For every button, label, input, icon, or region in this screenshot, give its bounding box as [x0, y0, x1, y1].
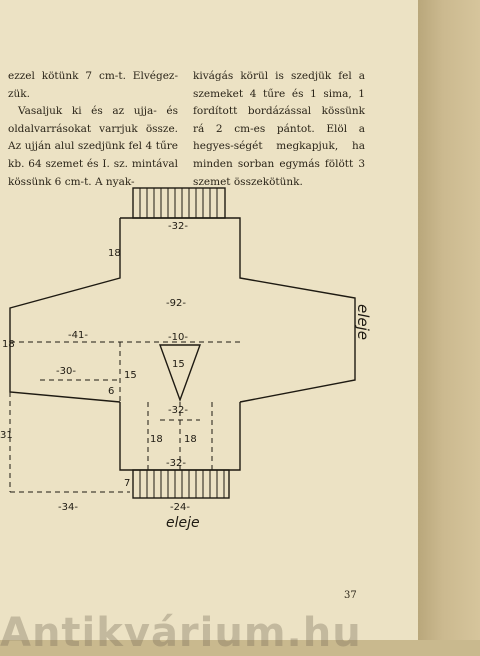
text-column-left [8, 68, 178, 191]
label-sleeve-lower: -30- [56, 366, 76, 377]
label-center-width: -32- [168, 405, 188, 416]
measurement-labels [0, 221, 197, 513]
label-body-15: 15 [124, 370, 137, 381]
text-column-right [193, 68, 365, 191]
page-number: 37 [344, 590, 357, 601]
label-hem-34: -34- [58, 502, 78, 513]
label-bottom-width: -32- [166, 458, 186, 469]
label-left-edge: 18 [2, 339, 15, 350]
label-neck-width: -10- [168, 332, 188, 343]
label-cuff-7: 7 [124, 478, 131, 489]
label-collar-height: 18 [108, 248, 121, 259]
label-top-width: -32- [168, 221, 188, 232]
label-neck-depth: 15 [172, 359, 185, 370]
page-edge [418, 0, 480, 640]
label-body-6: 6 [108, 386, 115, 397]
paragraph: ezzel kötünk 7 cm-t. Elvégez-zük. [8, 70, 178, 100]
watermark: Antikvárium.hu [0, 610, 362, 656]
knitting-pattern-diagram [0, 180, 418, 531]
paragraph: kivágás körül is szedjük fel a szemeket 4 tűre és 1 sima, 1 fordított bordázással kössünk rá 2 cm-es pántot. Elöl a hegyes-ségét megkapjuk, ha minden sorban egymás fölött 3 szemet összekötünk. [193, 70, 365, 188]
label-cuff-24: -24- [170, 502, 190, 513]
paragraph: Vasaljuk ki és az ujja- és oldalvarrásokat varrjuk össze. Az ujján alul szedjünk fel 4 tűre kb. 64 szemet és I. sz. mintával kössünk 6 cm-t. A nyak- [8, 105, 178, 188]
front-label-bottom: eleje [166, 515, 200, 531]
label-inner-left: 18 [150, 434, 163, 445]
front-label-right: eleje [354, 304, 372, 341]
label-sleeve-upper: -41- [68, 330, 88, 341]
label-full-width: -92- [166, 298, 186, 309]
garment-outline [10, 188, 355, 498]
label-side-31: 31 [0, 430, 13, 441]
label-inner-right: 18 [184, 434, 197, 445]
